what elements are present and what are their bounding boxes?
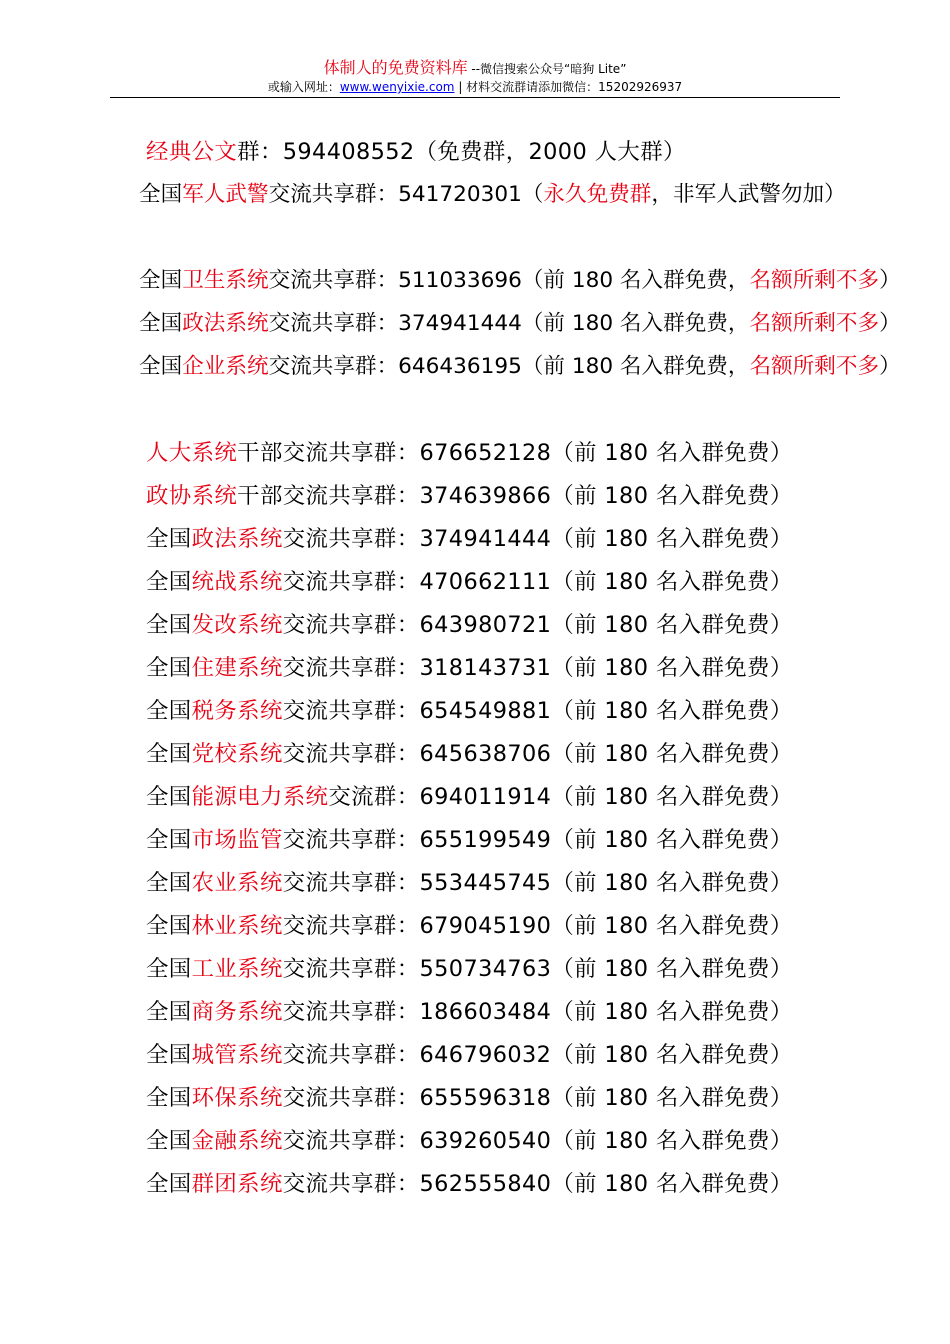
group-line [146, 1083, 793, 1113]
line-highlight: 市场监管 [191, 827, 283, 853]
group-line [146, 524, 793, 554]
line-tail: ） [879, 354, 901, 379]
line-text: 交流共享群：646796032（前 180 名入群免费） [282, 1042, 793, 1068]
line-prefix: 全国 [139, 354, 183, 379]
line-text: 交流共享群：470662111（前 180 名入群免费） [282, 569, 793, 595]
group-line [139, 309, 901, 339]
line-highlight: 商务系统 [191, 999, 283, 1025]
header-title: 体制人的免费资料库 [323, 58, 468, 77]
line-highlight-2: 名额所剩不多 [749, 354, 880, 379]
line-highlight: 群团系统 [191, 1171, 283, 1197]
line-prefix: 全国 [146, 1171, 192, 1197]
line-highlight: 税务系统 [191, 698, 283, 724]
url-suffix: | 材料交流群请添加微信：15202926937 [454, 80, 683, 94]
line-highlight: 政法系统 [182, 311, 269, 336]
group-line [139, 180, 846, 210]
group-line [146, 997, 793, 1027]
line-text: 交流共享群：318143731（前 180 名入群免费） [282, 655, 793, 681]
line-text: 交流共享群：186603484（前 180 名入群免费） [282, 999, 793, 1025]
line-tail: ，非军人武警勿加） [651, 182, 846, 207]
line-prefix: 全国 [139, 311, 183, 336]
header-subtitle: --微信搜索公众号“暗狗 Lite” [467, 62, 627, 76]
line-text: 交流共享群：679045190（前 180 名入群免费） [282, 913, 793, 939]
group-line [146, 438, 793, 468]
line-prefix: 全国 [146, 784, 192, 810]
line-highlight: 能源电力系统 [191, 784, 329, 810]
line-highlight: 党校系统 [191, 741, 283, 767]
group-line [146, 1169, 793, 1199]
line-text: 交流共享群：541720301（ [268, 182, 544, 207]
line-text: 交流群：694011914（前 180 名入群免费） [328, 784, 793, 810]
line-text: 交流共享群：553445745（前 180 名入群免费） [282, 870, 793, 896]
line-prefix: 全国 [146, 569, 192, 595]
header-title-line [110, 58, 840, 79]
line-text: 交流共享群：511033696（前 180 名入群免费， [268, 268, 750, 293]
group-line [146, 481, 793, 511]
line-highlight: 卫生系统 [182, 268, 269, 293]
line-highlight: 发改系统 [191, 612, 283, 638]
website-link[interactable]: www.wenyixie.com [339, 80, 455, 94]
line-prefix: 全国 [146, 526, 192, 552]
group-line [146, 137, 686, 167]
line-highlight: 政协系统 [146, 483, 238, 509]
line-highlight: 人大系统 [146, 440, 238, 466]
line-highlight: 住建系统 [191, 655, 283, 681]
line-text: 交流共享群：655199549（前 180 名入群免费） [282, 827, 793, 853]
group-line [146, 825, 793, 855]
line-highlight: 统战系统 [191, 569, 283, 595]
line-prefix: 全国 [146, 698, 192, 724]
page-header [110, 58, 840, 96]
line-highlight: 政法系统 [191, 526, 283, 552]
group-line [146, 1126, 793, 1156]
line-text: 交流共享群：550734763（前 180 名入群免费） [282, 956, 793, 982]
header-divider [110, 97, 840, 98]
group-line [146, 868, 793, 898]
line-text: 交流共享群：562555840（前 180 名入群免费） [282, 1171, 793, 1197]
line-highlight-2: 名额所剩不多 [749, 311, 880, 336]
line-highlight: 军人武警 [182, 182, 269, 207]
line-highlight-2: 名额所剩不多 [749, 268, 880, 293]
line-text: 交流共享群：646436195（前 180 名入群免费， [268, 354, 750, 379]
line-prefix: 全国 [146, 913, 192, 939]
line-highlight: 农业系统 [191, 870, 283, 896]
line-prefix: 全国 [146, 827, 192, 853]
line-text: 交流共享群：374941444（前 180 名入群免费） [282, 526, 793, 552]
line-text: 群：594408552（免费群，2000 人大群） [237, 139, 686, 165]
line-text: 干部交流共享群：374639866（前 180 名入群免费） [237, 483, 793, 509]
line-highlight: 工业系统 [191, 956, 283, 982]
line-prefix: 全国 [146, 612, 192, 638]
line-tail: ） [879, 311, 901, 336]
url-prefix: 或输入网址： [267, 80, 340, 94]
group-line [146, 911, 793, 941]
line-prefix: 全国 [146, 1128, 192, 1154]
line-prefix: 全国 [146, 870, 192, 896]
line-text: 交流共享群：643980721（前 180 名入群免费） [282, 612, 793, 638]
group-line [139, 266, 901, 296]
group-line [139, 352, 901, 382]
header-url-line [110, 79, 840, 96]
group-line [146, 954, 793, 984]
group-line [146, 782, 793, 812]
line-highlight: 城管系统 [191, 1042, 283, 1068]
line-prefix: 全国 [139, 268, 183, 293]
group-line [146, 739, 793, 769]
group-line [146, 1040, 793, 1070]
line-text: 交流共享群：374941444（前 180 名入群免费， [268, 311, 750, 336]
line-prefix: 全国 [146, 1042, 192, 1068]
line-prefix: 全国 [146, 956, 192, 982]
line-highlight-2: 永久免费群 [543, 182, 652, 207]
line-text: 干部交流共享群：676652128（前 180 名入群免费） [237, 440, 793, 466]
group-line [146, 653, 793, 683]
line-text: 交流共享群：645638706（前 180 名入群免费） [282, 741, 793, 767]
line-prefix: 全国 [146, 655, 192, 681]
line-tail: ） [879, 268, 901, 293]
line-highlight: 环保系统 [191, 1085, 283, 1111]
line-text: 交流共享群：654549881（前 180 名入群免费） [282, 698, 793, 724]
line-prefix: 全国 [146, 999, 192, 1025]
group-line [146, 696, 793, 726]
line-highlight: 经典公文 [146, 139, 238, 165]
group-line [146, 567, 793, 597]
line-prefix: 全国 [146, 741, 192, 767]
line-text: 交流共享群：639260540（前 180 名入群免费） [282, 1128, 793, 1154]
line-prefix: 全国 [139, 182, 183, 207]
group-line [146, 610, 793, 640]
line-highlight: 林业系统 [191, 913, 283, 939]
line-highlight: 金融系统 [191, 1128, 283, 1154]
line-text: 交流共享群：655596318（前 180 名入群免费） [282, 1085, 793, 1111]
line-highlight: 企业系统 [182, 354, 269, 379]
line-prefix: 全国 [146, 1085, 192, 1111]
